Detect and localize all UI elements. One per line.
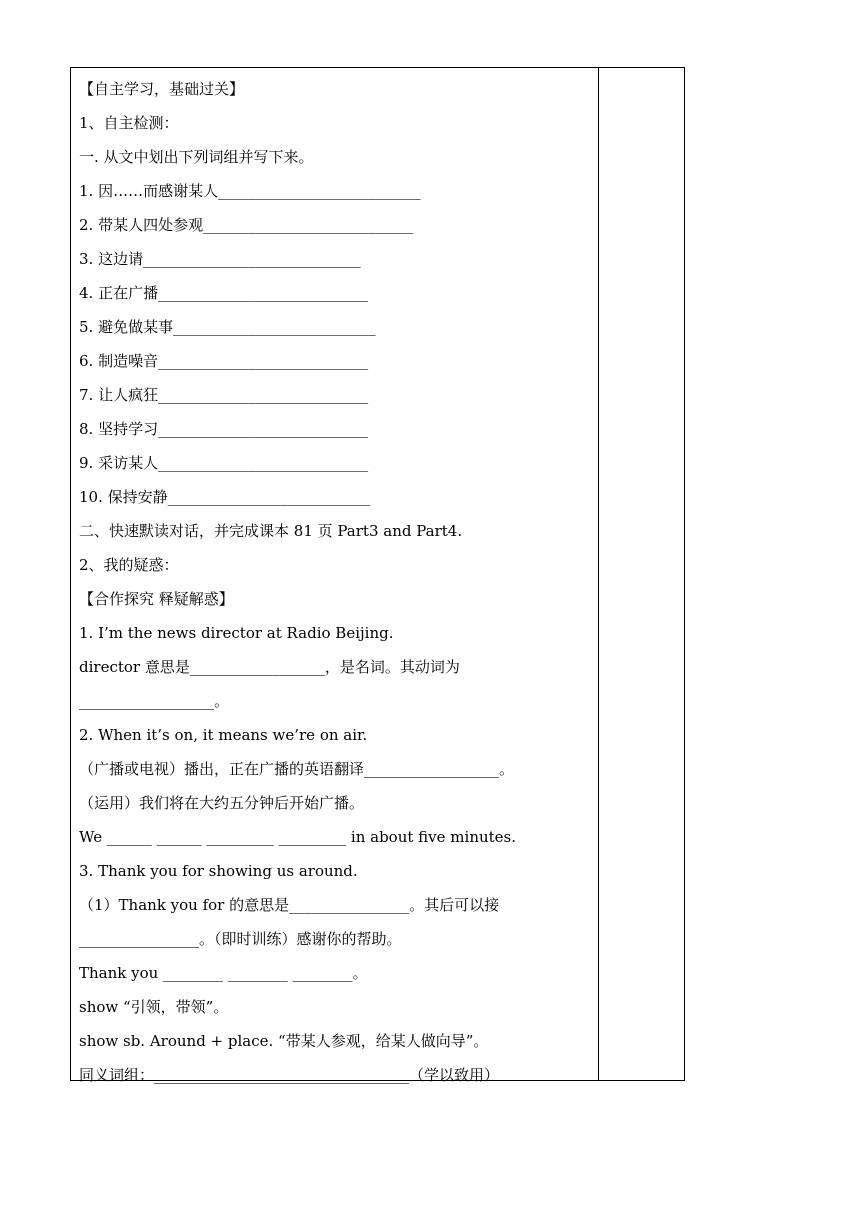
exercise-line: 同义词组：__________________________________（学以致用） xyxy=(79,1066,500,1084)
sentence: 1. I’m the news director at Radio Beijing. xyxy=(79,624,394,642)
phrase-item: 5. 避免做某事___________________________ xyxy=(79,318,376,336)
sentence: 2. When it’s on, it means we’re on air. xyxy=(79,726,368,744)
phrase-item: 8. 坚持学习____________________________ xyxy=(79,420,369,438)
phrase-item: 10. 保持安静___________________________ xyxy=(79,488,371,506)
phrase-item: 4. 正在广播____________________________ xyxy=(79,284,369,302)
exercise-line: （1）Thank you for 的意思是________________。其后可以接 xyxy=(79,896,500,914)
instruction: 二、快速默读对话，并完成课本 81 页 Part3 and Part4. xyxy=(79,522,463,540)
phrase-item: 6. 制造噪音____________________________ xyxy=(79,352,369,370)
worksheet-table xyxy=(70,67,685,1084)
section-heading: 【自主学习，基础过关】 xyxy=(79,80,245,98)
phrase-item: 9. 采访某人____________________________ xyxy=(79,454,369,472)
exercise-line: （广播或电视）播出，正在广播的英语翻译__________________。 xyxy=(79,760,515,778)
exercise-line: We ______ ______ _________ _________ in about five minutes. xyxy=(79,828,517,846)
exercise-line: __________________。 xyxy=(79,692,230,710)
instruction: 一. 从文中划出下列词组并写下来。 xyxy=(79,148,314,166)
subheading: 2、我的疑惑： xyxy=(79,556,179,574)
sentence: 3. Thank you for showing us around. xyxy=(79,862,358,880)
note-line: show sb. Around + place. “带某人参观，给某人做向导”。 xyxy=(79,1032,489,1050)
phrase-item: 3. 这边请_____________________________ xyxy=(79,250,361,268)
exercise-line: （运用）我们将在大约五分钟后开始广播。 xyxy=(79,794,365,812)
phrase-item: 7. 让人疯狂____________________________ xyxy=(79,386,369,404)
exercise-line: Thank you ________ ________ ________。 xyxy=(79,964,368,982)
section-heading: 【合作探究 释疑解惑】 xyxy=(79,590,234,608)
phrase-item: 1. 因……而感谢某人___________________________ xyxy=(79,182,421,200)
note-line: show “引领，带领”。 xyxy=(79,998,229,1016)
phrase-item: 2. 带某人四处参观____________________________ xyxy=(79,216,414,234)
exercise-line: ________________。（即时训练）感谢你的帮助。 xyxy=(79,930,402,948)
main-cell xyxy=(79,72,594,1092)
exercise-line: director 意思是__________________，是名词。其动词为 xyxy=(79,658,460,676)
column-divider xyxy=(598,68,599,1080)
subheading: 1、自主检测： xyxy=(79,114,179,132)
